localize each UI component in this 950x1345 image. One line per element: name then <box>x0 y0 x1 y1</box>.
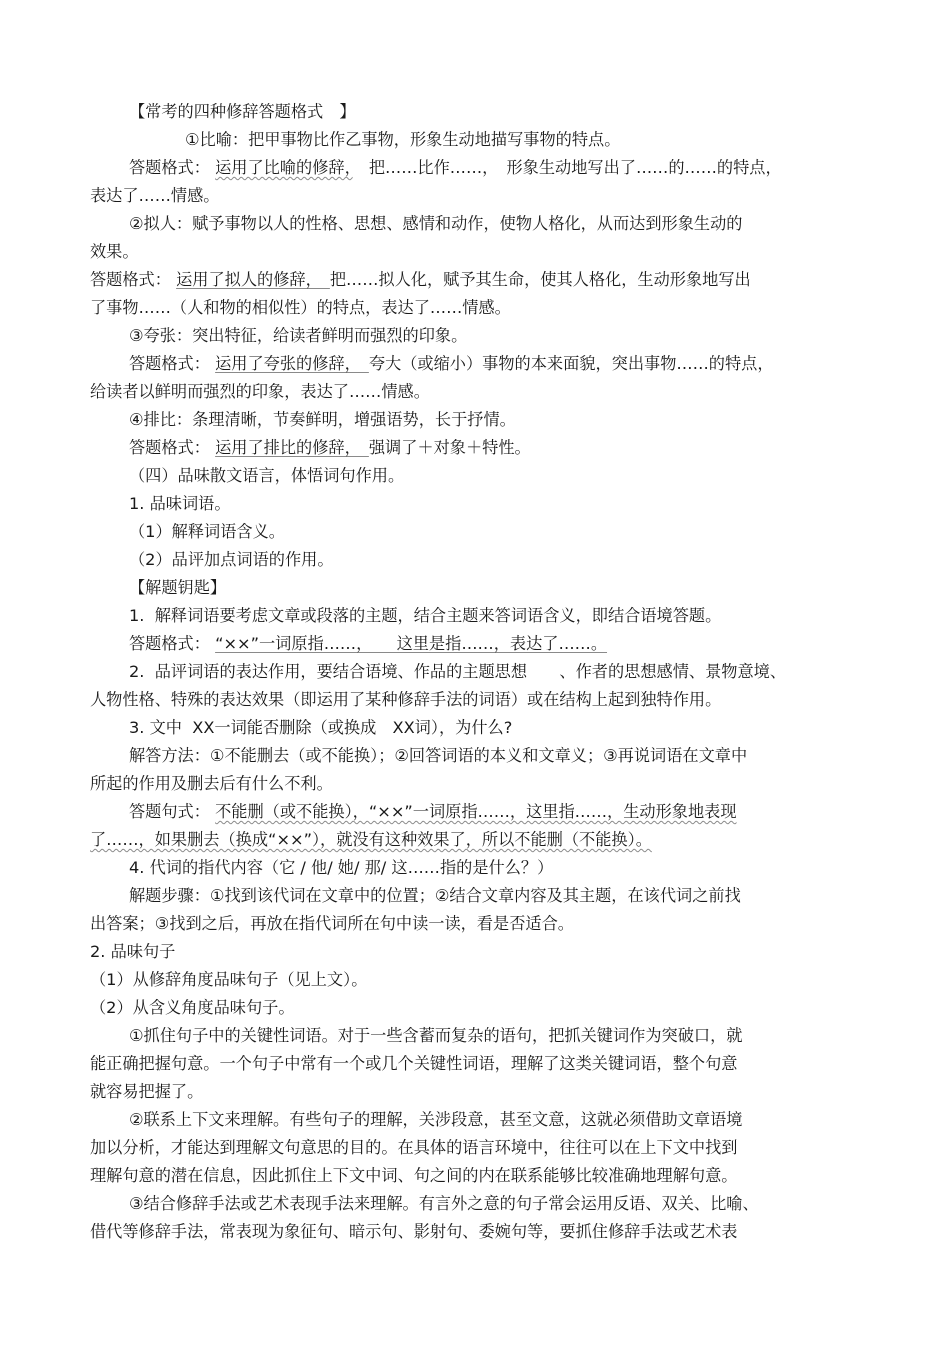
underlined-text: 了……，如果删去（换成“××”），就没有这种效果了，所以不能删（不能换）。 <box>90 830 652 849</box>
text-run: 2. 品味句子 <box>90 942 176 961</box>
text-run: 1. 解释词语要考虑文章或段落的主题，结合主题来答词语含义，即结合语境答题。 <box>129 606 722 625</box>
text-run: 能正确把握句意。一个句子中常有一个或几个关键性词语，理解了这类关键词语，整个句意 <box>90 1054 738 1073</box>
text-line <box>90 1082 203 1102</box>
text-run: 答题格式： <box>129 354 216 373</box>
text-line <box>129 578 226 598</box>
underlined-text: 运用了拟人的修辞， <box>176 270 330 289</box>
text-run: 2. 品评词语的表达作用，要结合语境、作品的主题思想 、作者的思想感情、景物意境、 <box>129 662 787 681</box>
text-run: ③夸张：突出特征，给读者鲜明而强烈的印象。 <box>129 326 468 345</box>
text-line <box>129 158 782 178</box>
text-line <box>90 830 652 850</box>
text-line <box>129 802 737 822</box>
text-line <box>129 1026 742 1046</box>
text-line <box>90 270 751 290</box>
text-run: 【解题钥匙】 <box>129 578 227 597</box>
text-run: （2）从含义角度品味句子。 <box>90 998 295 1017</box>
text-run: 解答方法：①不能删去（或不能换）；②回答词语的本义和文章义；③再说词语在文章中 <box>129 746 748 765</box>
text-line <box>90 970 367 990</box>
text-run: 【常考的四种修辞答题格式 】 <box>129 102 356 121</box>
text-run: ②拟人：赋予事物以人的性格、思想、感情和动作，使物人格化，从而达到形象生动的 <box>129 214 743 233</box>
text-line <box>129 214 742 234</box>
text-line <box>90 1054 738 1074</box>
text-run: 解题步骤：①找到该代词在文章中的位置；②结合文章内容及其主题，在该代词之前找 <box>129 886 741 905</box>
text-run: 效果。 <box>90 242 139 261</box>
text-run: 借代等修辞手法，常表现为象征句、暗示句、影射句、委婉句等，要抓住修辞手法或艺术表 <box>90 1222 738 1241</box>
text-run: 所起的作用及删去后有什么不利。 <box>90 774 333 793</box>
text-run: ①比喻：把甲事物比作乙事物，形象生动地描写事物的特点。 <box>185 130 621 149</box>
underlined-text: 运用了比喻的修辞， <box>215 158 353 177</box>
text-run: 答题格式： <box>129 634 216 653</box>
text-line <box>90 1222 738 1242</box>
text-run: 答题格式： <box>90 270 177 289</box>
text-run: 人物性格、特殊的表达效果（即运用了某种修辞手法的词语）或在结构上起到独特作用。 <box>90 690 722 709</box>
text-run: ①抓住句子中的关键性词语。对于一些含蓄而复杂的语句，把抓关键词作为突破口，就 <box>129 1026 743 1045</box>
text-line <box>129 718 512 738</box>
text-line <box>129 410 516 430</box>
text-run: 1. 品味词语。 <box>129 494 231 513</box>
text-line <box>90 774 333 794</box>
underlined-text: 不能删（或不能换），“××”一词原指……，这里指……，生动形象地表现 <box>215 802 737 821</box>
text-line <box>129 522 285 542</box>
text-line <box>90 186 220 206</box>
text-run: 给读者以鲜明而强烈的印象，表达了……情感。 <box>90 382 430 401</box>
text-run: 出答案；③找到之后，再放在指代词所在句中读一读，看是否适合。 <box>90 914 574 933</box>
text-line <box>129 746 747 766</box>
text-line <box>90 242 139 262</box>
text-line <box>129 858 553 878</box>
text-line <box>129 326 467 346</box>
text-run: 答题格式： <box>129 438 216 457</box>
text-line <box>90 998 295 1018</box>
underlined-text: “××”一词原指……， 这里是指……，表达了……。 <box>215 634 608 653</box>
text-line <box>129 662 786 682</box>
text-run: 理解句意的潜在信息，因此抓住上下文中词、句之间的内在联系能够比较准确地理解句意。 <box>90 1166 738 1185</box>
text-run: 3. 文中 XX一词能否删除（或换成 XX词），为什么? <box>129 718 513 737</box>
text-line <box>129 634 607 654</box>
text-run: ②联系上下文来理解。有些句子的理解，关涉段意，甚至文意，这就必须借助文章语境 <box>129 1110 743 1129</box>
text-line <box>129 494 231 514</box>
text-run: ③结合修辞手法或艺术表现手法来理解。有言外之意的句子常会运用反语、双关、比喻、 <box>129 1194 759 1213</box>
text-line <box>129 606 721 626</box>
text-line <box>129 466 404 486</box>
text-line <box>129 438 531 458</box>
text-run: 把……拟人化，赋予其生命，使其人格化，生动形象地写出 <box>329 270 751 289</box>
text-run: 答题格式： <box>129 158 216 177</box>
text-run: （四）品味散文语言，体悟词句作用。 <box>129 466 405 485</box>
text-run: 了事物……（人和物的相似性）的特点，表达了……情感。 <box>90 298 511 317</box>
text-line <box>129 1110 742 1130</box>
underlined-text: 运用了排比的修辞， <box>215 438 369 457</box>
text-run: 加以分析，才能达到理解文句意思的目的。在具体的语言环境中，往往可以在上下文中找到 <box>90 1138 738 1157</box>
text-line <box>90 690 721 710</box>
text-run: （2）品评加点词语的作用。 <box>129 550 334 569</box>
text-line <box>90 914 574 934</box>
text-line <box>129 886 741 906</box>
text-run: 强调了＋对象＋特性。 <box>368 438 531 457</box>
text-line <box>90 382 430 402</box>
text-line <box>90 1138 738 1158</box>
text-line <box>90 942 175 962</box>
text-run: 4. 代词的指代内容（它 / 他/ 她/ 那/ 这……指的是什么？） <box>129 858 554 877</box>
text-run: （1）从修辞角度品味句子（见上文）。 <box>90 970 368 989</box>
text-run: ④排比：条理清晰，节奏鲜明，增强语势，长于抒情。 <box>129 410 516 429</box>
text-line <box>90 298 511 318</box>
text-line <box>185 130 620 150</box>
text-run: 表达了……情感。 <box>90 186 220 205</box>
text-run: 答题句式： <box>129 802 216 821</box>
text-run: （1）解释词语含义。 <box>129 522 285 541</box>
text-run: 就容易把握了。 <box>90 1082 204 1101</box>
underlined-text: 运用了夸张的修辞， <box>215 354 369 373</box>
text-line <box>129 550 334 570</box>
text-run: 夸大（或缩小）事物的本来面貌，突出事物……的特点， <box>368 354 774 373</box>
text-line <box>90 1166 738 1186</box>
text-run: 把……比作……， 形象生动地写出了……的……的特点， <box>352 158 782 177</box>
text-line <box>129 1194 759 1214</box>
text-line <box>129 102 356 122</box>
text-line <box>129 354 774 374</box>
